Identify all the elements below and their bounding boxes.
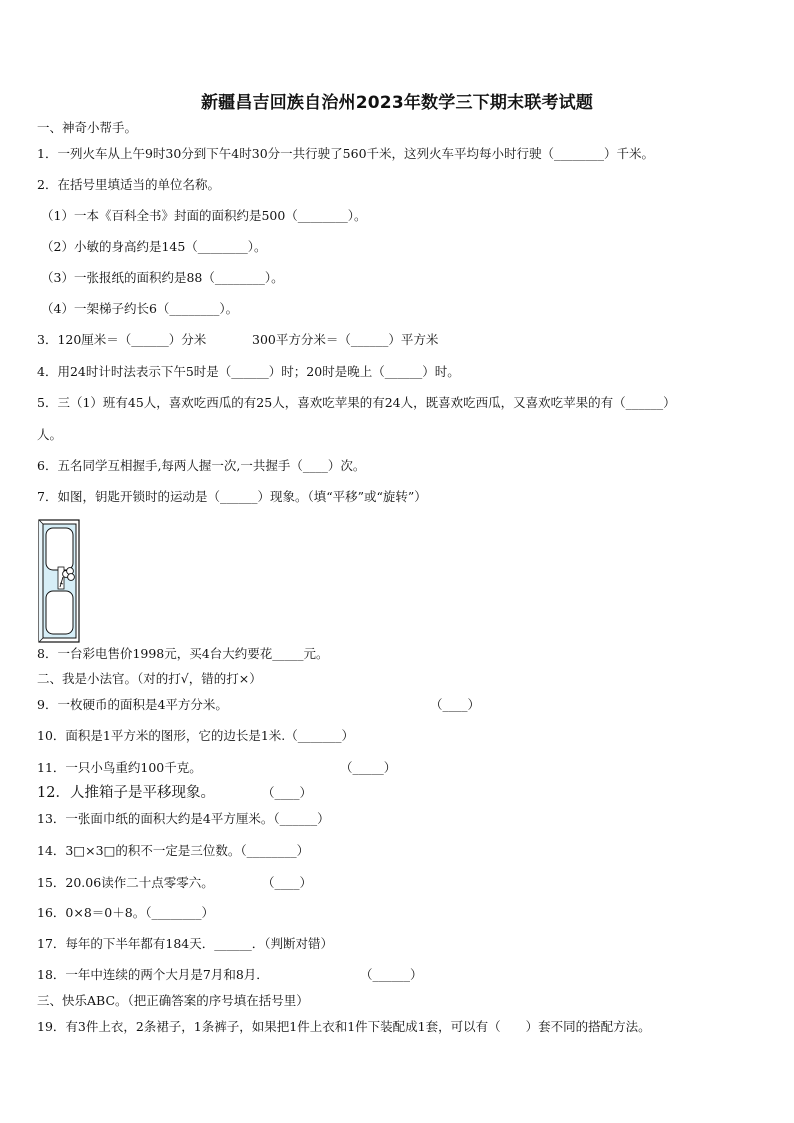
line-q5: 5．三（1）班有45人，喜欢吃西瓜的有25人，喜欢吃苹果的有24人，既喜欢吃西瓜，又喜欢吃苹果的有（______） <box>37 395 676 410</box>
line-q18a: 18．一年中连续的两个大月是7月和8月． <box>37 967 269 982</box>
line-q14: 14．3□×3□的积不一定是三位数。（________） <box>37 843 310 858</box>
line-q17: 17．每年的下半年都有184天．______．（判断对错） <box>37 936 334 951</box>
line-q13: 13．一张面巾纸的面积大约是4平方厘米。（______） <box>37 811 330 826</box>
line-s2: 二、我是小法官。（对的打√，错的打×） <box>37 671 262 686</box>
line-q3b: 300平方分米＝（______）平方米 <box>252 332 439 347</box>
line-q2-1: （1）一本《百科全书》封面的面积约是500（________）。 <box>41 208 367 223</box>
line-q7: 7．如图，钥匙开锁时的运动是（______）现象。（填“平移”或“旋转”） <box>37 489 427 504</box>
line-q19: 19．有3件上衣，2条裙子，1条裤子，如果把1件上衣和1件下装配成1套，可以有（ ）套不同的搭配方法。 <box>37 1019 651 1034</box>
line-q2-2: （2）小敏的身高约是145（________）。 <box>41 239 267 254</box>
line-s3: 三、快乐ABC。（把正确答案的序号填在括号里） <box>37 993 309 1008</box>
line-q5b: 人。 <box>37 427 63 442</box>
line-q15a: 15．20.06读作二十点零零六。 <box>37 875 214 890</box>
line-q9b: （____） <box>430 697 481 712</box>
line-q12a: 12．人推箱子是平移现象。 <box>37 785 215 801</box>
line-q11a: 11．一只小鸟重约100千克。 <box>37 760 202 775</box>
line-q12b: （____） <box>262 785 313 800</box>
line-q16: 16．0×8＝0＋8。（________） <box>37 905 214 920</box>
line-q15b: （____） <box>262 875 313 890</box>
line-q11b: （_____） <box>340 760 397 775</box>
line-q2: 2．在括号里填适当的单位名称。 <box>37 177 220 192</box>
line-q2-3: （3）一张报纸的面积约是88（________）。 <box>41 270 284 285</box>
line-q2-4: （4）一架梯子约长6（________）。 <box>41 301 239 316</box>
line-s1: 一、神奇小帮手。 <box>37 120 138 135</box>
line-q4: 4．用24时计时法表示下午5时是（______）时；20时是晚上（______）时。 <box>37 364 460 379</box>
page-title: 新疆昌吉回族自治州2023年数学三下期末联考试题 <box>200 93 594 113</box>
line-q18b: （______） <box>360 967 423 982</box>
line-q3a: 3．120厘米＝（______）分米 <box>37 332 207 347</box>
door-with-key-icon <box>38 519 80 643</box>
line-q8: 8．一台彩电售价1998元，买4台大约要花_____元。 <box>37 646 329 661</box>
line-q9a: 9．一枚硬币的面积是4平方分米。 <box>37 697 228 712</box>
line-q1: 1．一列火车从上午9时30分到下午4时30分一共行驶了560千米，这列火车平均每小时行驶（________）千米。 <box>37 146 655 161</box>
line-q6: 6．五名同学互相握手,每两人握一次,一共握手（____）次。 <box>37 458 366 473</box>
line-q10: 10．面积是1平方米的图形，它的边长是1米.（_______） <box>37 728 355 743</box>
